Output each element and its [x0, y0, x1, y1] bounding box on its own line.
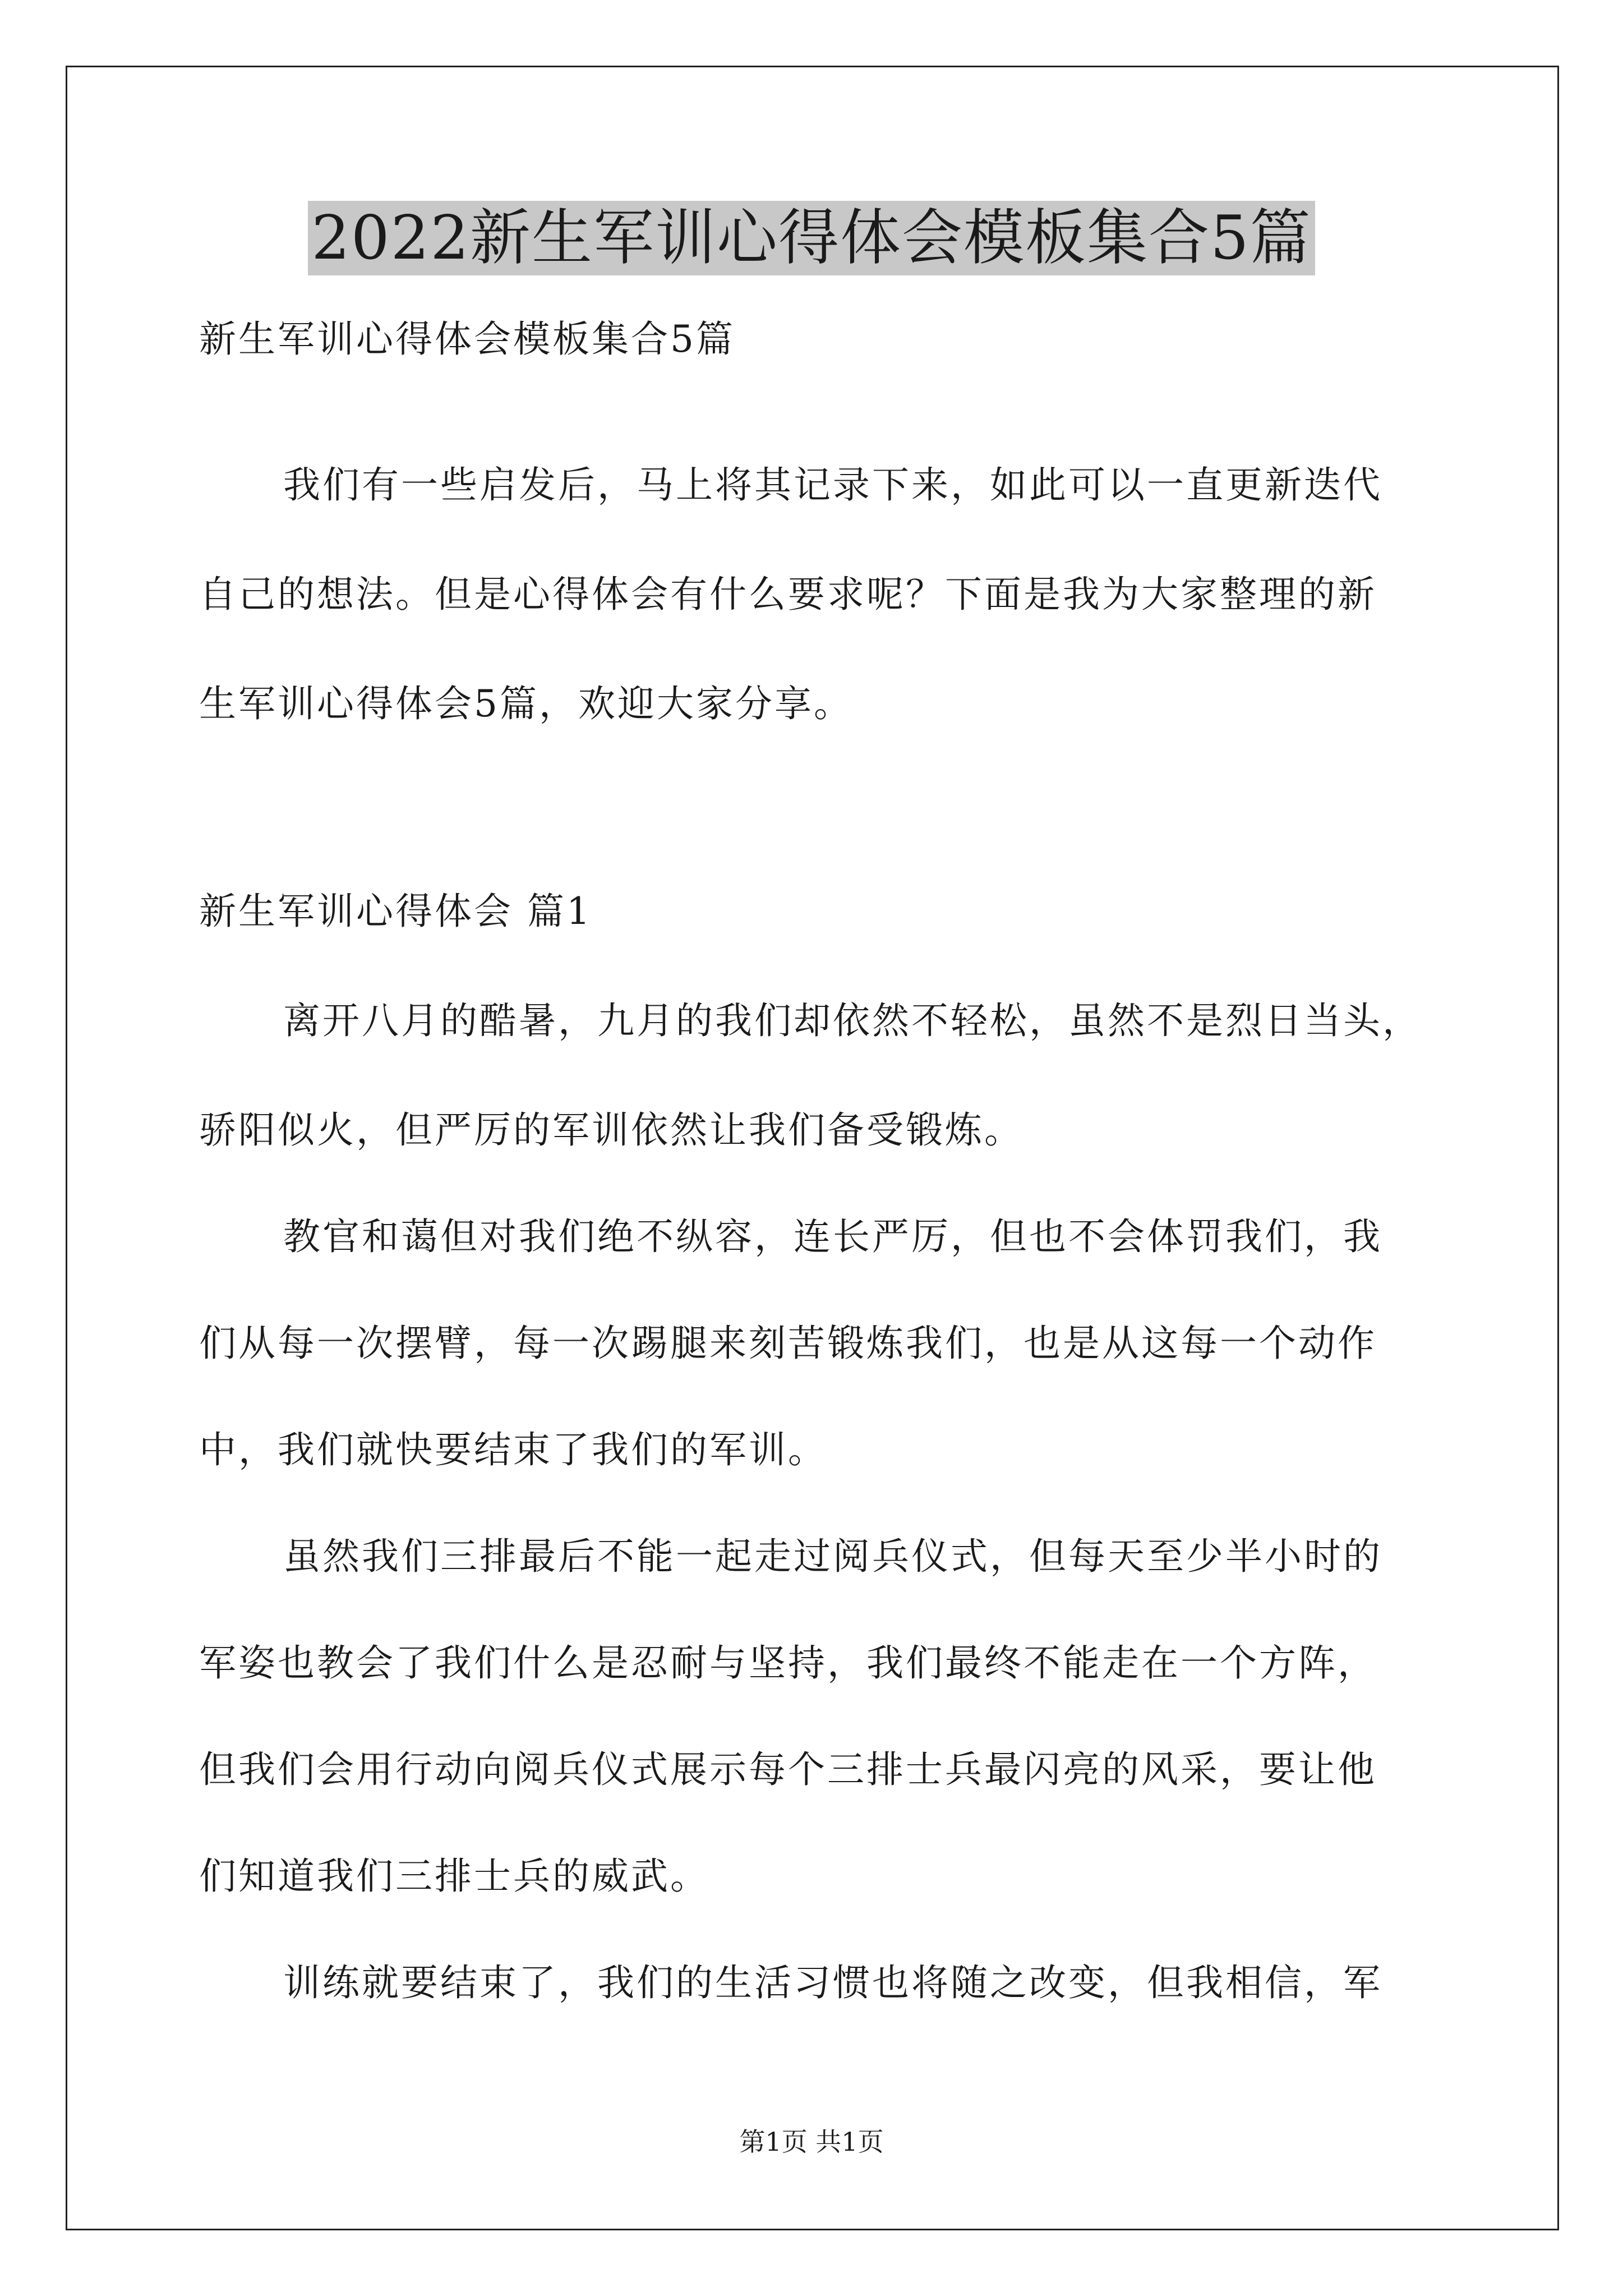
body-line: 离开八月的酷暑，九月的我们却依然不轻松，虽然不是烈日当头， — [283, 999, 1422, 1042]
document-subtitle: 新生军训心得体会模板集合5篇 — [199, 318, 735, 361]
intro-line: 自己的想法。但是心得体会有什么要求呢？下面是我为大家整理的新 — [199, 573, 1377, 616]
body-line: 但我们会用行动向阅兵仪式展示每个三排士兵最闪亮的风采，要让他 — [199, 1748, 1377, 1791]
body-line: 骄阳似火，但严厉的军训依然让我们备受锻炼。 — [199, 1108, 1023, 1152]
body-line: 虽然我们三排最后不能一起走过阅兵仪式，但每天至少半小时的 — [283, 1535, 1382, 1578]
intro-line: 生军训心得体会5篇，欢迎大家分享。 — [199, 682, 853, 725]
body-line: 们知道我们三排士兵的威武。 — [199, 1855, 709, 1898]
section-heading: 新生军训心得体会 篇1 — [199, 890, 592, 933]
intro-line: 我们有一些启发后，马上将其记录下来，如此可以一直更新迭代 — [283, 463, 1382, 507]
body-line: 教官和蔼但对我们绝不纵容，连长严厉，但也不会体罚我们，我 — [283, 1215, 1382, 1258]
body-line: 们从每一次摆臂，每一次踢腿来刻苦锻炼我们，也是从这每一个动作 — [199, 1322, 1377, 1365]
body-line: 中，我们就快要结束了我们的军训。 — [199, 1428, 827, 1471]
document-title — [0, 196, 1623, 280]
body-line: 军姿也教会了我们什么是忍耐与坚持，我们最终不能走在一个方阵， — [199, 1641, 1377, 1685]
title-text: 2022新生军训心得体会模板集合5篇 — [308, 201, 1315, 275]
page-number-footer: 第1页 共1页 — [739, 2127, 884, 2157]
body-line: 训练就要结束了，我们的生活习惯也将随之改变，但我相信，军 — [283, 1961, 1382, 2004]
